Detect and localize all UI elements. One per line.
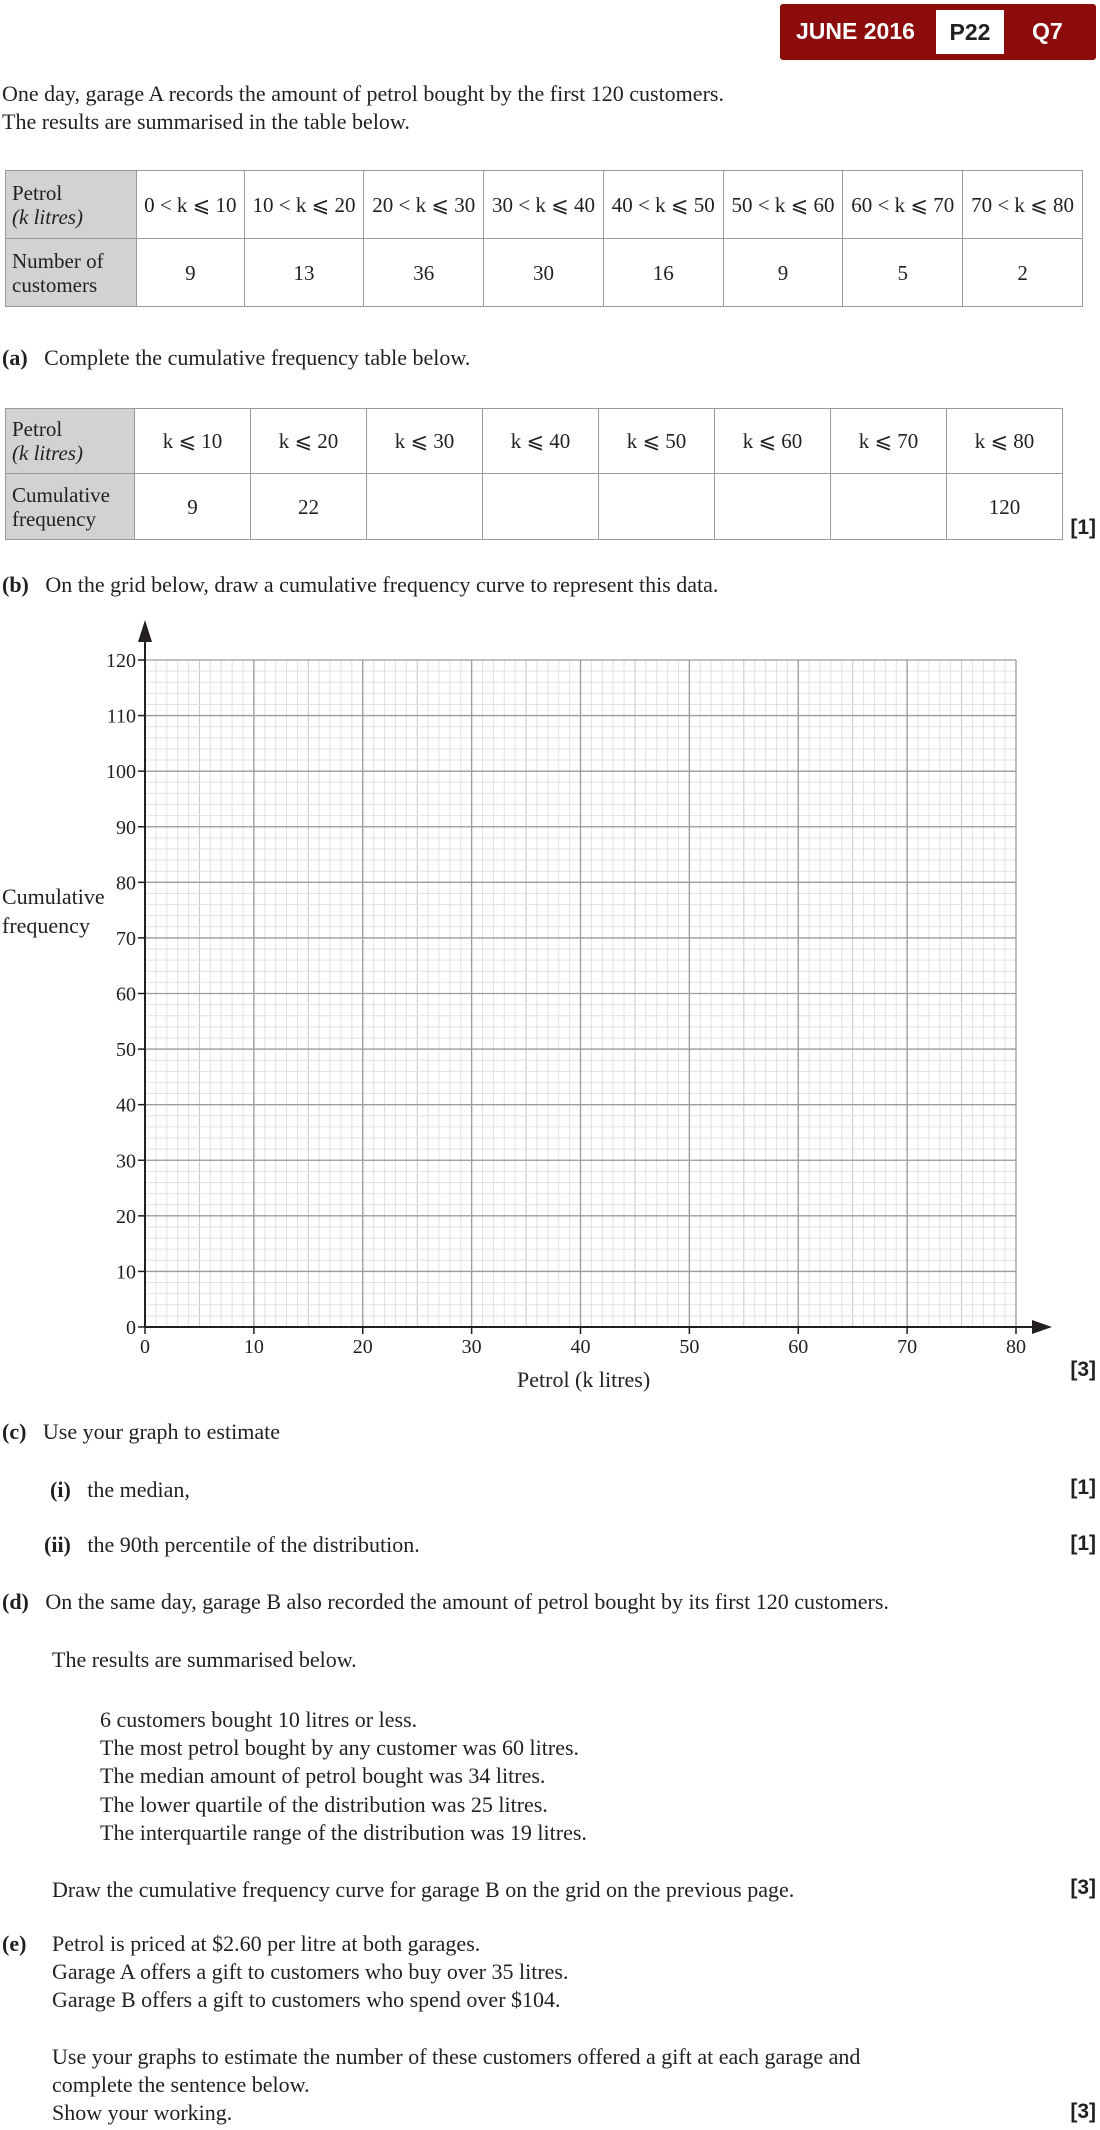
cf-bound: k ⩽ 30 <box>367 409 483 474</box>
part-e-label: (e) <box>2 1931 27 1956</box>
session-label: JUNE 2016 <box>796 18 915 44</box>
freq-count: 9 <box>723 239 843 307</box>
freq-header-petrol: Petrol (k litres) <box>6 171 137 239</box>
fact-line: The lower quartile of the distribution was 25 litres. <box>100 1792 548 1817</box>
freq-interval: 10 < k ⩽ 20 <box>244 171 364 239</box>
marks-e: [3] <box>1070 2100 1096 2123</box>
x-tick-label: 0 <box>140 1336 150 1358</box>
x-tick-label: 30 <box>461 1336 482 1358</box>
y-tick-label: 120 <box>106 650 136 672</box>
y-tick-label: 50 <box>116 1039 136 1062</box>
fact-line: The median amount of petrol bought was 34 litres. <box>100 1763 546 1788</box>
cf-bound: k ⩽ 60 <box>715 409 831 474</box>
freq-count: 2 <box>963 239 1083 307</box>
cf-value-cell: 120 <box>947 474 1063 540</box>
freq-interval: 30 < k ⩽ 40 <box>484 171 604 239</box>
cf-answer-cell[interactable] <box>483 474 599 540</box>
freq-count: 30 <box>484 239 604 307</box>
question-label: Q7 <box>1032 18 1063 44</box>
y-tick-label: 0 <box>126 1317 136 1339</box>
cf-header-petrol: Petrol (k litres) <box>6 409 135 474</box>
part-d-instruction: Draw the cumulative frequency curve for garage B on the grid on the previous page. <box>52 1877 795 1902</box>
y-tick-label: 60 <box>116 983 136 1006</box>
cf-bound: k ⩽ 50 <box>599 409 715 474</box>
frequency-table <box>5 170 1083 307</box>
x-tick-label: 80 <box>1006 1336 1026 1358</box>
cf-value-cell: 22 <box>251 474 367 540</box>
cf-value-cell: 9 <box>135 474 251 540</box>
freq-count: 5 <box>843 239 963 307</box>
freq-count: 9 <box>137 239 245 307</box>
part-d: (d) On the same day, garage B also recorded the amount of petrol bought by its first 120 customers. <box>2 1589 889 1614</box>
y-tick-label: 80 <box>116 872 136 895</box>
intro-line-1: One day, garage A records the amount of petrol bought by the first 120 customers. <box>2 81 724 106</box>
question-badge <box>780 4 1096 60</box>
part-e-line: Petrol is priced at $2.60 per litre at both garages. <box>52 1931 481 1956</box>
fact-line: The most petrol bought by any customer was 60 litres. <box>100 1735 580 1760</box>
part-e-line: Garage A offers a gift to customers who buy over 35 litres. <box>52 1959 569 1984</box>
y-tick-label: 90 <box>116 816 136 839</box>
y-tick-label: 20 <box>116 1205 136 1228</box>
freq-interval: 0 < k ⩽ 10 <box>137 171 245 239</box>
freq-interval: 70 < k ⩽ 80 <box>963 171 1083 239</box>
freq-header-customers: Number of customers <box>6 239 137 307</box>
freq-count: 13 <box>244 239 364 307</box>
cf-bound: k ⩽ 80 <box>947 409 1063 474</box>
part-e-line: Garage B offers a gift to customers who spend over $104. <box>52 1987 561 2012</box>
grid-svg[interactable] <box>0 620 1100 1400</box>
fact-line: The interquartile range of the distribution was 19 litres. <box>100 1820 587 1845</box>
freq-count: 36 <box>364 239 484 307</box>
x-tick-label: 60 <box>788 1336 809 1358</box>
cf-answer-cell[interactable] <box>367 474 483 540</box>
freq-count: 16 <box>603 239 723 307</box>
cf-answer-cell[interactable] <box>831 474 947 540</box>
part-a: (a) Complete the cumulative frequency table below. <box>2 345 471 370</box>
part-b: (b) On the grid below, draw a cumulative frequency curve to represent this data. <box>2 572 719 597</box>
x-tick-label: 20 <box>352 1336 373 1358</box>
y-tick-label: 110 <box>106 705 136 728</box>
part-d-sub: The results are summarised below. <box>52 1647 357 1672</box>
part-c-ii: (ii) the 90th percentile of the distribution. <box>44 1532 420 1557</box>
cumulative-frequency-table <box>5 408 1063 540</box>
x-axis-label: Petrol (k litres) <box>517 1367 651 1392</box>
cf-bound: k ⩽ 40 <box>483 409 599 474</box>
marks-c-ii: [1] <box>1070 1532 1096 1555</box>
freq-interval: 20 < k ⩽ 30 <box>364 171 484 239</box>
cumulative-frequency-grid[interactable] <box>0 620 1100 1400</box>
y-tick-label: 100 <box>106 761 136 784</box>
fact-line: 6 customers bought 10 litres or less. <box>100 1707 418 1732</box>
marks-a: [1] <box>1070 516 1096 539</box>
y-axis-label: Cumulative frequency <box>2 884 105 938</box>
y-axis-arrow-icon <box>138 620 152 642</box>
x-axis-arrow-icon <box>1032 1320 1052 1334</box>
intro-line-2: The results are summarised in the table below. <box>2 109 410 134</box>
cf-answer-cell[interactable] <box>599 474 715 540</box>
part-e-instruction: Use your graphs to estimate the number of these customers offered a gift at each garage and <box>52 2044 861 2069</box>
x-tick-label: 10 <box>243 1336 264 1358</box>
marks-d: [3] <box>1070 1876 1096 1899</box>
freq-interval: 50 < k ⩽ 60 <box>723 171 843 239</box>
part-e-instruction: Show your working. <box>52 2100 233 2125</box>
x-tick-label: 50 <box>679 1336 700 1358</box>
cf-bound: k ⩽ 10 <box>135 409 251 474</box>
y-tick-label: 10 <box>116 1261 136 1284</box>
part-e-instruction: complete the sentence below. <box>52 2072 310 2097</box>
cf-bound: k ⩽ 20 <box>251 409 367 474</box>
cf-answer-cell[interactable] <box>715 474 831 540</box>
part-c-i: (i) the median, <box>50 1477 190 1502</box>
x-tick-label: 40 <box>570 1336 591 1358</box>
x-tick-label: 70 <box>897 1336 918 1358</box>
marks-b: [3] <box>1070 1358 1096 1381</box>
freq-interval: 40 < k ⩽ 50 <box>603 171 723 239</box>
y-tick-label: 70 <box>116 927 136 950</box>
paper-label: P22 <box>936 10 1004 54</box>
part-c: (c) Use your graph to estimate <box>2 1419 280 1444</box>
y-tick-label: 30 <box>116 1150 136 1173</box>
y-tick-label: 40 <box>116 1094 136 1117</box>
freq-interval: 60 < k ⩽ 70 <box>843 171 963 239</box>
cf-header-frequency: Cumulative frequency <box>6 474 135 540</box>
marks-c-i: [1] <box>1070 1476 1096 1499</box>
cf-bound: k ⩽ 70 <box>831 409 947 474</box>
